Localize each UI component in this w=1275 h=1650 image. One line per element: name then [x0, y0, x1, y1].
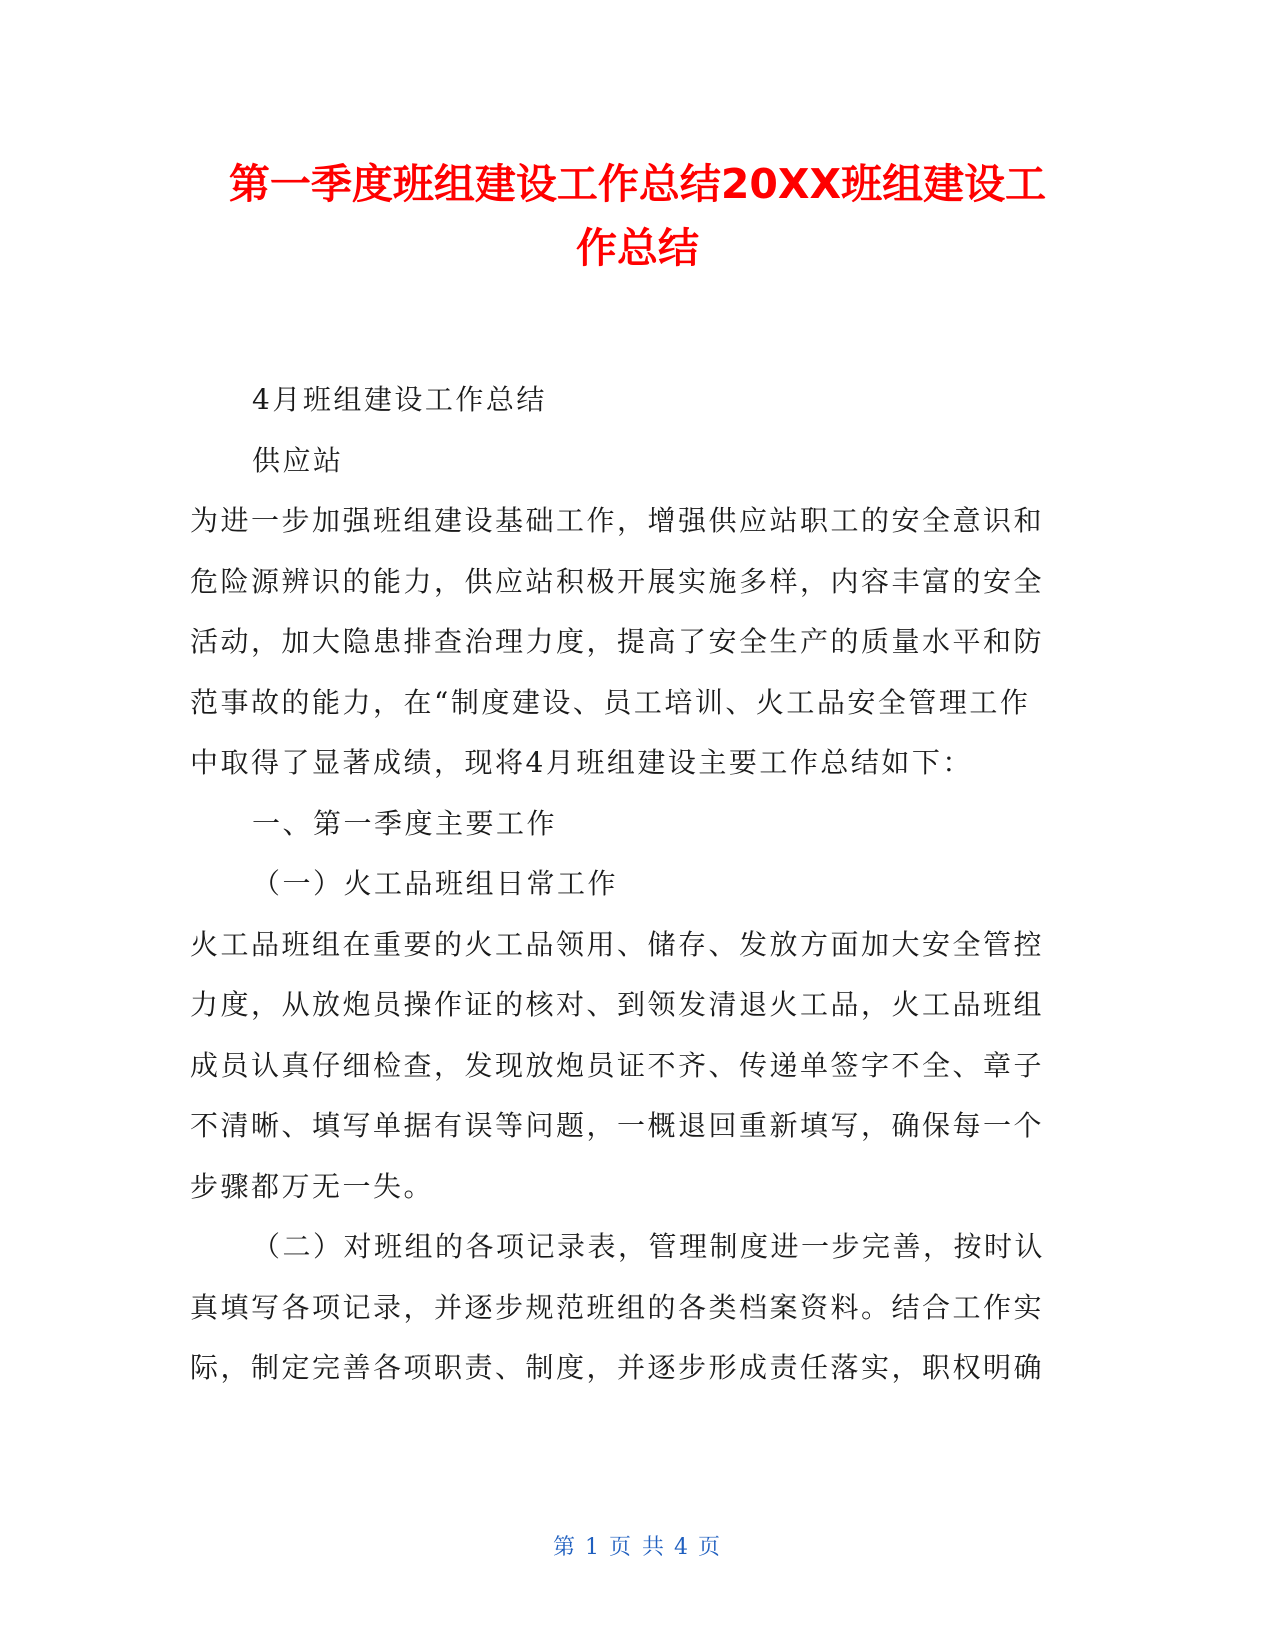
- document-title: [160, 152, 1115, 280]
- subsection-heading: （一）火工品班组日常工作: [252, 867, 619, 900]
- page-label-suffix: 页: [698, 1535, 723, 1560]
- subtitle: 4月班组建设工作总结: [252, 383, 547, 416]
- body-line: 火工品班组在重要的火工品领用、储存、发放方面加大安全管控: [190, 927, 1045, 961]
- page-label-prefix: 第: [552, 1535, 577, 1560]
- current-page-number: 1: [585, 1535, 601, 1560]
- body-line: 力度，从放炮员操作证的核对、到领发清退火工品，火工品班组: [190, 988, 1045, 1021]
- department: 供应站: [252, 443, 344, 477]
- page-label-mid: 页 共: [609, 1535, 666, 1560]
- title-line-2: 作总结: [576, 224, 699, 272]
- total-pages-number: 4: [674, 1535, 690, 1560]
- body-line: （二）对班组的各项记录表，管理制度进一步完善，按时认: [252, 1230, 1046, 1263]
- body-line: 步骤都万无一失。: [190, 1169, 435, 1203]
- body-line: 际，制定完善各项职责、制度，并逐步形成责任落实，职权明确: [190, 1351, 1045, 1384]
- body-line: 中取得了显著成绩，现将4月班组建设主要工作总结如下：: [190, 746, 973, 779]
- body-line: 成员认真仔细检查，发现放炮员证不齐、传递单签字不全、章子: [190, 1048, 1045, 1082]
- page-footer: [0, 1530, 1275, 1561]
- body-line: 真填写各项记录，并逐步规范班组的各类档案资料。结合工作实: [190, 1290, 1045, 1324]
- body-line: 为进一步加强班组建设基础工作，增强供应站职工的安全意识和: [190, 504, 1045, 537]
- document-body: [190, 370, 1070, 1399]
- body-line: 危险源辨识的能力，供应站积极开展实施多样，内容丰富的安全: [190, 564, 1045, 598]
- section-heading: 一、第一季度主要工作: [252, 806, 558, 840]
- title-line-1: 第一季度班组建设工作总结20XX班组建设工: [228, 160, 1047, 208]
- body-line: 范事故的能力，在“制度建设、员工培训、火工品安全管理工作: [190, 685, 1031, 719]
- body-line: 活动，加大隐患排查治理力度，提高了安全生产的质量水平和防: [190, 625, 1045, 658]
- body-line: 不清晰、填写单据有误等问题，一概退回重新填写，确保每一个: [190, 1109, 1045, 1142]
